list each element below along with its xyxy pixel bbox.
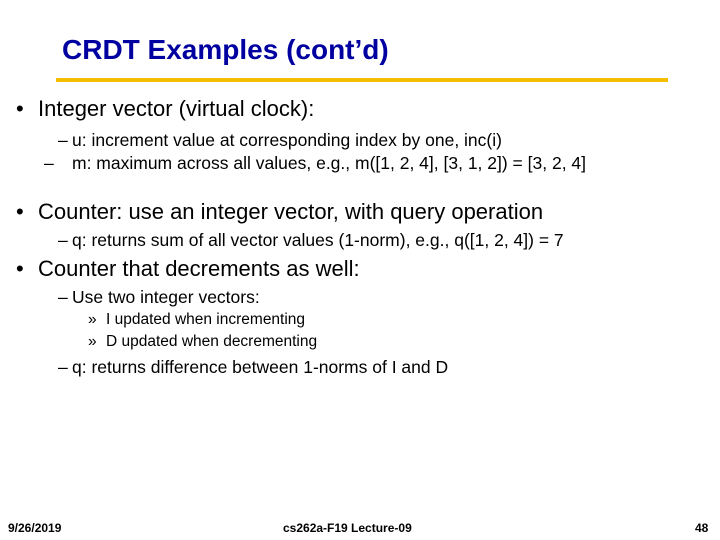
bullet-text: Counter that decrements as well: (38, 256, 360, 281)
sub-bullet-text: q: returns difference between 1-norms of I and D (72, 357, 449, 377)
bullet-marker: • (16, 96, 24, 121)
sub-bullet-two-vectors (58, 287, 260, 308)
dash-marker: – (58, 130, 68, 150)
sub-bullet-text: u: increment value at corresponding index by one, inc(i) (72, 130, 502, 150)
dash-marker: – (58, 287, 68, 307)
dash-marker: – (58, 230, 68, 250)
sub-sub-bullet-d (88, 333, 317, 351)
sub-bullet-q-sum (58, 230, 564, 251)
sub-sub-bullet-text: D updated when decrementing (106, 333, 318, 350)
sub-bullet-u (58, 130, 502, 151)
sub-bullet-q-diff (58, 357, 448, 378)
sub-marker: » (88, 311, 97, 328)
sub-bullet-m (44, 153, 720, 174)
bullet-marker: • (16, 256, 24, 281)
dash-marker: – (44, 153, 54, 173)
sub-marker: » (88, 333, 97, 350)
bullet-text: Integer vector (virtual clock): (38, 96, 315, 121)
dash-marker: – (58, 357, 68, 377)
sub-bullet-text: m: maximum across all values, e.g., m([1, 2, 4], [3, 1, 2]) = [3, 2, 4] (72, 153, 587, 173)
bullet-integer-vector (16, 96, 314, 122)
sub-sub-bullet-text: I updated when incrementing (106, 311, 306, 328)
bullet-counter (16, 199, 543, 225)
slide-title: CRDT Examples (cont’d) (62, 34, 389, 65)
title-underline (56, 78, 668, 82)
bullet-counter-decrement (16, 256, 360, 282)
sub-bullet-text: q: returns sum of all vector values (1-norm), e.g., q([1, 2, 4]) = 7 (72, 230, 564, 250)
footer-date: 9/26/2019 (8, 521, 62, 535)
bullet-text: Counter: use an integer vector, with query operation (38, 199, 544, 224)
footer-page-number: 48 (695, 521, 709, 535)
bullet-marker: • (16, 199, 24, 224)
sub-sub-bullet-i (88, 311, 305, 329)
sub-bullet-text: Use two integer vectors: (72, 287, 260, 307)
footer-course: cs262a-F19 Lecture-09 (283, 521, 412, 535)
